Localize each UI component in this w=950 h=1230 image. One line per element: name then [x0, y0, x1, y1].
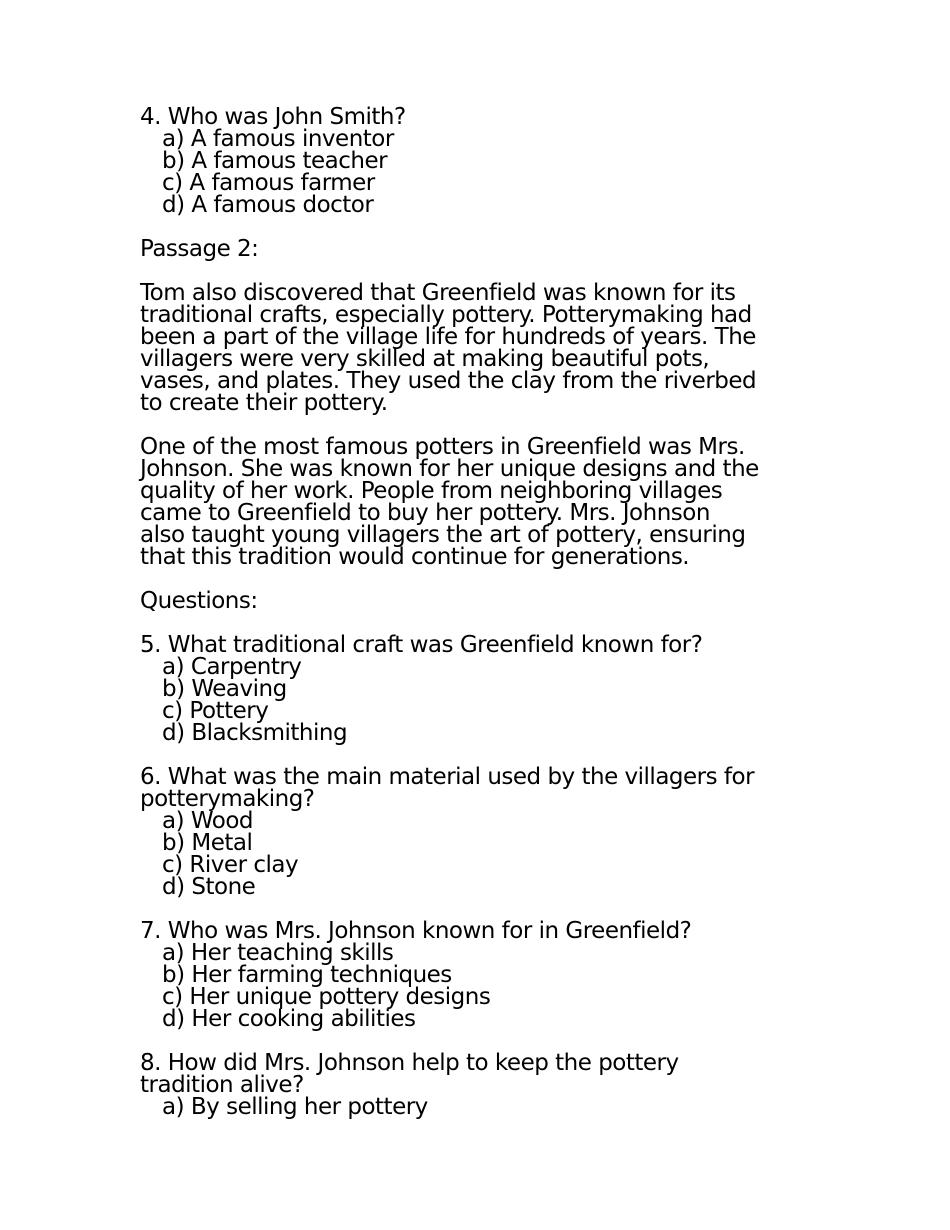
questions-heading	[140, 590, 820, 612]
document-page	[140, 106, 820, 1140]
paragraph-2-line: came to Greenfield to buy her pottery. Mrs. Johnson	[140, 500, 710, 526]
question-8-text-continued: tradition alive?	[140, 1072, 304, 1098]
paragraph-1-line: to create their pottery.	[140, 390, 388, 416]
passage-2-heading	[140, 238, 820, 260]
question-6	[140, 766, 820, 898]
question-8-option-a: a) By selling her pottery	[162, 1094, 428, 1120]
paragraph-2-line: Johnson. She was known for her unique designs and the	[140, 456, 759, 482]
question-5-option-b: b) Weaving	[162, 676, 287, 702]
passage-2-heading-text: Passage 2:	[140, 236, 259, 262]
paragraph-2-line: that this tradition would continue for generations.	[140, 544, 690, 570]
question-6-text: 6. What was the main material used by the villagers for	[140, 764, 755, 790]
question-7-option-b: b) Her farming techniques	[162, 962, 452, 988]
question-7-option-c: c) Her unique pottery designs	[162, 984, 491, 1010]
paragraph-2-line: One of the most famous potters in Greenfield was Mrs.	[140, 434, 745, 460]
question-5	[140, 634, 820, 744]
question-7-option-a: a) Her teaching skills	[162, 940, 394, 966]
question-5-option-d: d) Blacksmithing	[162, 720, 348, 746]
paragraph-2-line: quality of her work. People from neighboring villages	[140, 478, 723, 504]
question-4-option-b: b) A famous teacher	[162, 148, 388, 174]
passage-paragraph-1	[140, 282, 820, 414]
paragraph-1-line: Tom also discovered that Greenfield was known for its	[140, 280, 736, 306]
question-6-option-b: b) Metal	[162, 830, 253, 856]
question-6-option-a: a) Wood	[162, 808, 254, 834]
question-5-option-c: c) Pottery	[162, 698, 269, 724]
paragraph-1-line: been a part of the village life for hundreds of years. The	[140, 324, 756, 350]
question-5-text: 5. What traditional craft was Greenfield known for?	[140, 632, 703, 658]
question-4-option-d: d) A famous doctor	[162, 192, 374, 218]
question-6-option-c: c) River clay	[162, 852, 299, 878]
question-4-option-a: a) A famous inventor	[162, 126, 394, 152]
question-4-option-c: c) A famous farmer	[162, 170, 375, 196]
question-7	[140, 920, 820, 1030]
question-6-option-d: d) Stone	[162, 874, 256, 900]
question-6-text-continued: potterymaking?	[140, 786, 315, 812]
question-5-option-a: a) Carpentry	[162, 654, 302, 680]
paragraph-2-line: also taught young villagers the art of pottery, ensuring	[140, 522, 746, 548]
paragraph-1-line: vases, and plates. They used the clay from the riverbed	[140, 368, 757, 394]
passage-paragraph-2	[140, 436, 820, 568]
question-8	[140, 1052, 820, 1118]
question-4-text: 4. Who was John Smith?	[140, 104, 406, 130]
questions-heading-text: Questions:	[140, 588, 258, 614]
question-4	[140, 106, 820, 216]
question-7-option-d: d) Her cooking abilities	[162, 1006, 416, 1032]
question-7-text: 7. Who was Mrs. Johnson known for in Greenfield?	[140, 918, 692, 944]
paragraph-1-line: traditional crafts, especially pottery. Potterymaking had	[140, 302, 752, 328]
question-8-text: 8. How did Mrs. Johnson help to keep the pottery	[140, 1050, 679, 1076]
paragraph-1-line: villagers were very skilled at making beautiful pots,	[140, 346, 710, 372]
